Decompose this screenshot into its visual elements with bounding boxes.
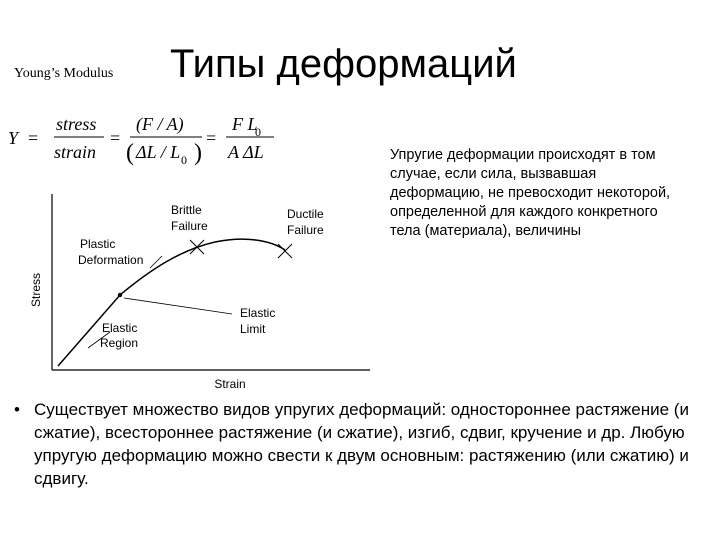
formula-delta-l-sub: 0 [181, 153, 187, 167]
bullet-marker: • [14, 400, 20, 419]
formula-paren-open: ( [126, 140, 134, 166]
formula-equals-2: = [110, 128, 121, 148]
youngs-modulus-label: Young’s Modulus [14, 66, 114, 81]
elastic-limit-label-2: Limit [240, 322, 266, 336]
formula-force-length: F L [232, 114, 258, 134]
ductile-label-1: Ductile [287, 207, 324, 221]
formula-force-area: (F / A) [136, 114, 184, 134]
elastic-limit-leader-line [124, 298, 232, 314]
elastic-region-label-1: Elastic [102, 321, 138, 335]
formula-force-length-sub: 0 [255, 125, 261, 139]
elastic-deformation-note: Упругие деформации происходят в том случае, если сила, вызвавшая деформацию, не превосходит некоторой, определенной для каждого конкретного тела (материала), величины [390, 147, 671, 239]
brittle-label-1: Brittle [171, 203, 202, 217]
elastic-region-label-2: Region [100, 336, 139, 350]
page-title: Типы деформаций [170, 42, 517, 86]
bullet-text: Существует множество видов упругих деформаций: одностороннее растяжение (и сжатие), всестороннее растяжение (и сжатие), изгиб, сдвиг, кручение и др. Любую упругую деформацию можно свести к двум основным: растяжению (или сжатию) и сдвигу. [34, 400, 689, 488]
formula-y: Y [8, 128, 19, 148]
elastic-limit-point [118, 293, 122, 297]
formula-equals-3: = [206, 128, 217, 148]
brittle-label-2: Failure [171, 219, 208, 233]
formula-delta-l: ΔL / L [136, 142, 181, 162]
formula-area-delta-l: A ΔL [228, 142, 264, 162]
plastic-label-1: Plastic [80, 237, 116, 251]
x-axis-label: Strain [214, 377, 246, 391]
formula-paren-close: ) [194, 140, 202, 166]
youngs-modulus-formula [6, 106, 296, 176]
elastic-limit-label-1: Elastic [240, 306, 276, 320]
plastic-label-2: Deformation [78, 253, 144, 267]
formula-strain: strain [54, 142, 97, 162]
y-axis-label: Stress [29, 272, 43, 308]
formula-equals-1: = [28, 128, 39, 148]
formula-stress: stress [56, 114, 97, 134]
brittle-failure-marker [190, 240, 204, 254]
stress-strain-diagram [0, 190, 370, 395]
ductile-failure-marker [278, 244, 292, 258]
ductile-label-2: Failure [287, 223, 324, 237]
